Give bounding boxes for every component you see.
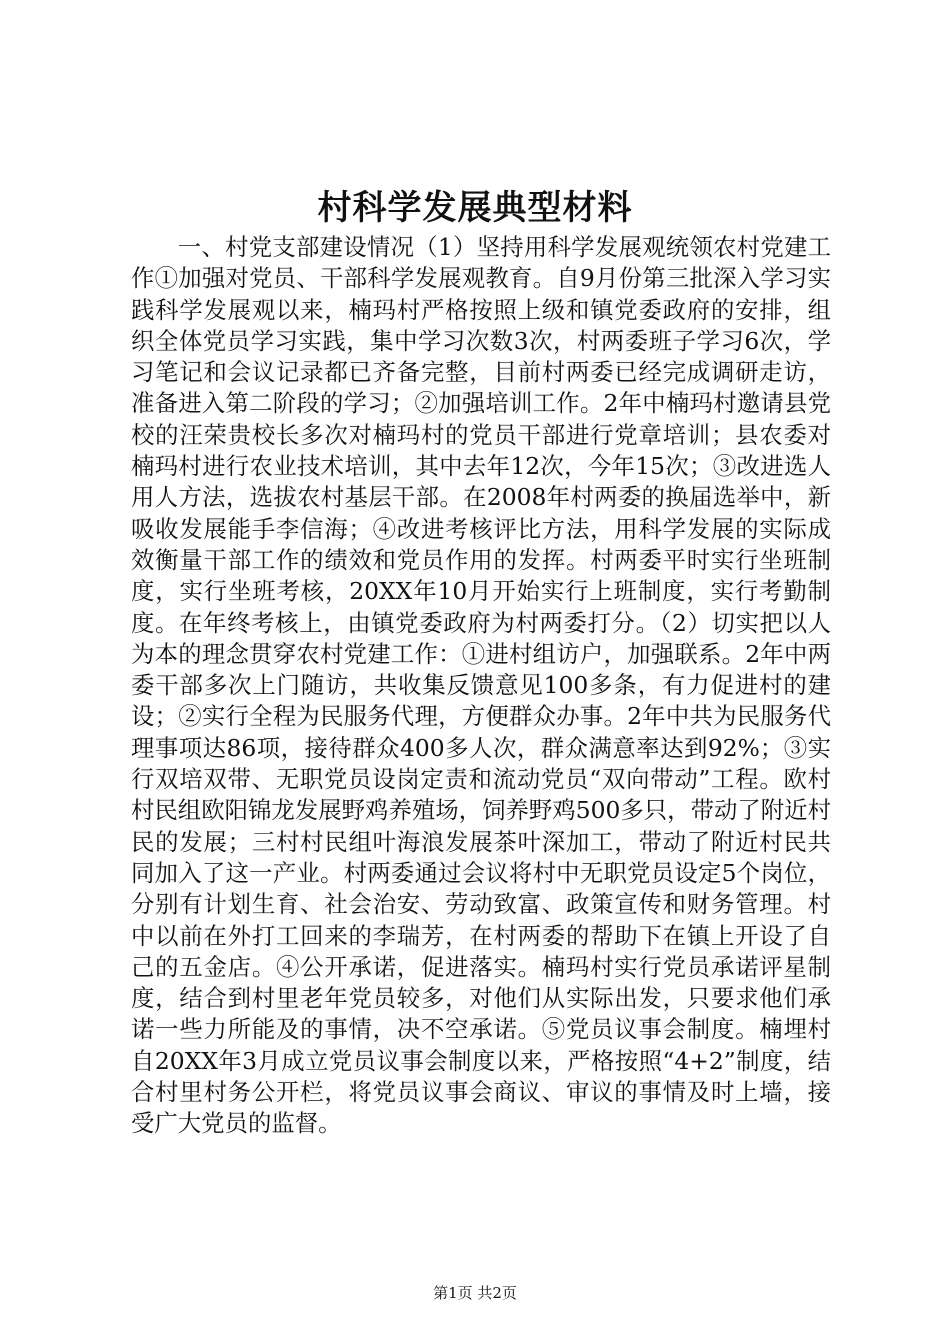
document-title: 村科学发展典型材料 bbox=[317, 188, 633, 228]
page-number-footer: 第1页 共2页 bbox=[433, 1284, 517, 1302]
body-paragraph: 一、村党支部建设情况（1）坚持用科学发展观统领农村党建工作①加强对党员、干部科学发展观教育。自9月份第三批深入学习实践科学发展观以来，楠玛村严格按照上级和镇党委政府的安排，组织全体党员学习实践，集中学习次数3次，村两委班子学习6次，学习笔记和会议记录都已齐备完整，目前村两委已经完成调研走访，准备进入第二阶段的学习；②加强培训工作。2年中楠玛村邀请县党校的汪荣贵校长多次对楠玛村的党员干部进行党章培训；县农委对楠玛村进行农业技术培训，其中去年12次，今年15次；③改进选人用人方法，选拔农村基层干部。在2008年村两委的换届选举中，新吸收发展能手李信海；④改进考核评比方法，用科学发展的实际成效衡量干部工作的绩效和党员作用的发挥。村两委平时实行坐班制度，实行坐班考核，20XX年10月开始实行上班制度，实行考勤制度。在年终考核上，由镇党委政府为村两委打分。（2）切实把以人为本的理念贯穿农村党建工作：①进村组访户，加强联系。2年中两委干部多次上门随访，共收集反馈意见100多条，有力促进村的建设；②实行全程为民服务代理，方便群众办事。2年中共为民服务代理事项达86项，接待群众400多人次，群众满意率达到92%；③实行双培双带、无职党员设岗定责和流动党员“双向带动”工程。欧村村民组欧阳锦龙发展野鸡养殖场，饲养野鸡500多只，带动了附近村民的发展；三村村民组叶海浪发展茶叶深加工，带动了附近村民共同加入了这一产业。村两委通过会议将村中无职党员设定5个岗位，分别有计划生育、社会治安、劳动致富、政策宣传和财务管理。村中以前在外打工回来的李瑞芳，在村两委的帮助下在镇上开设了自己的五金店。④公开承诺，促进落实。楠玛村实行党员承诺评星制度，结合到村里老年党员较多，对他们从实际出发，只要求他们承诺一些力所能及的事情，决不空承诺。⑤党员议事会制度。楠埋村自20XX年3月成立党员议事会制度以来，严格按照“4+2”制度，结合村里村务公开栏，将党员议事会商议、审议的事情及时上墙，接受广大党员的监督。 bbox=[131, 233, 831, 1138]
